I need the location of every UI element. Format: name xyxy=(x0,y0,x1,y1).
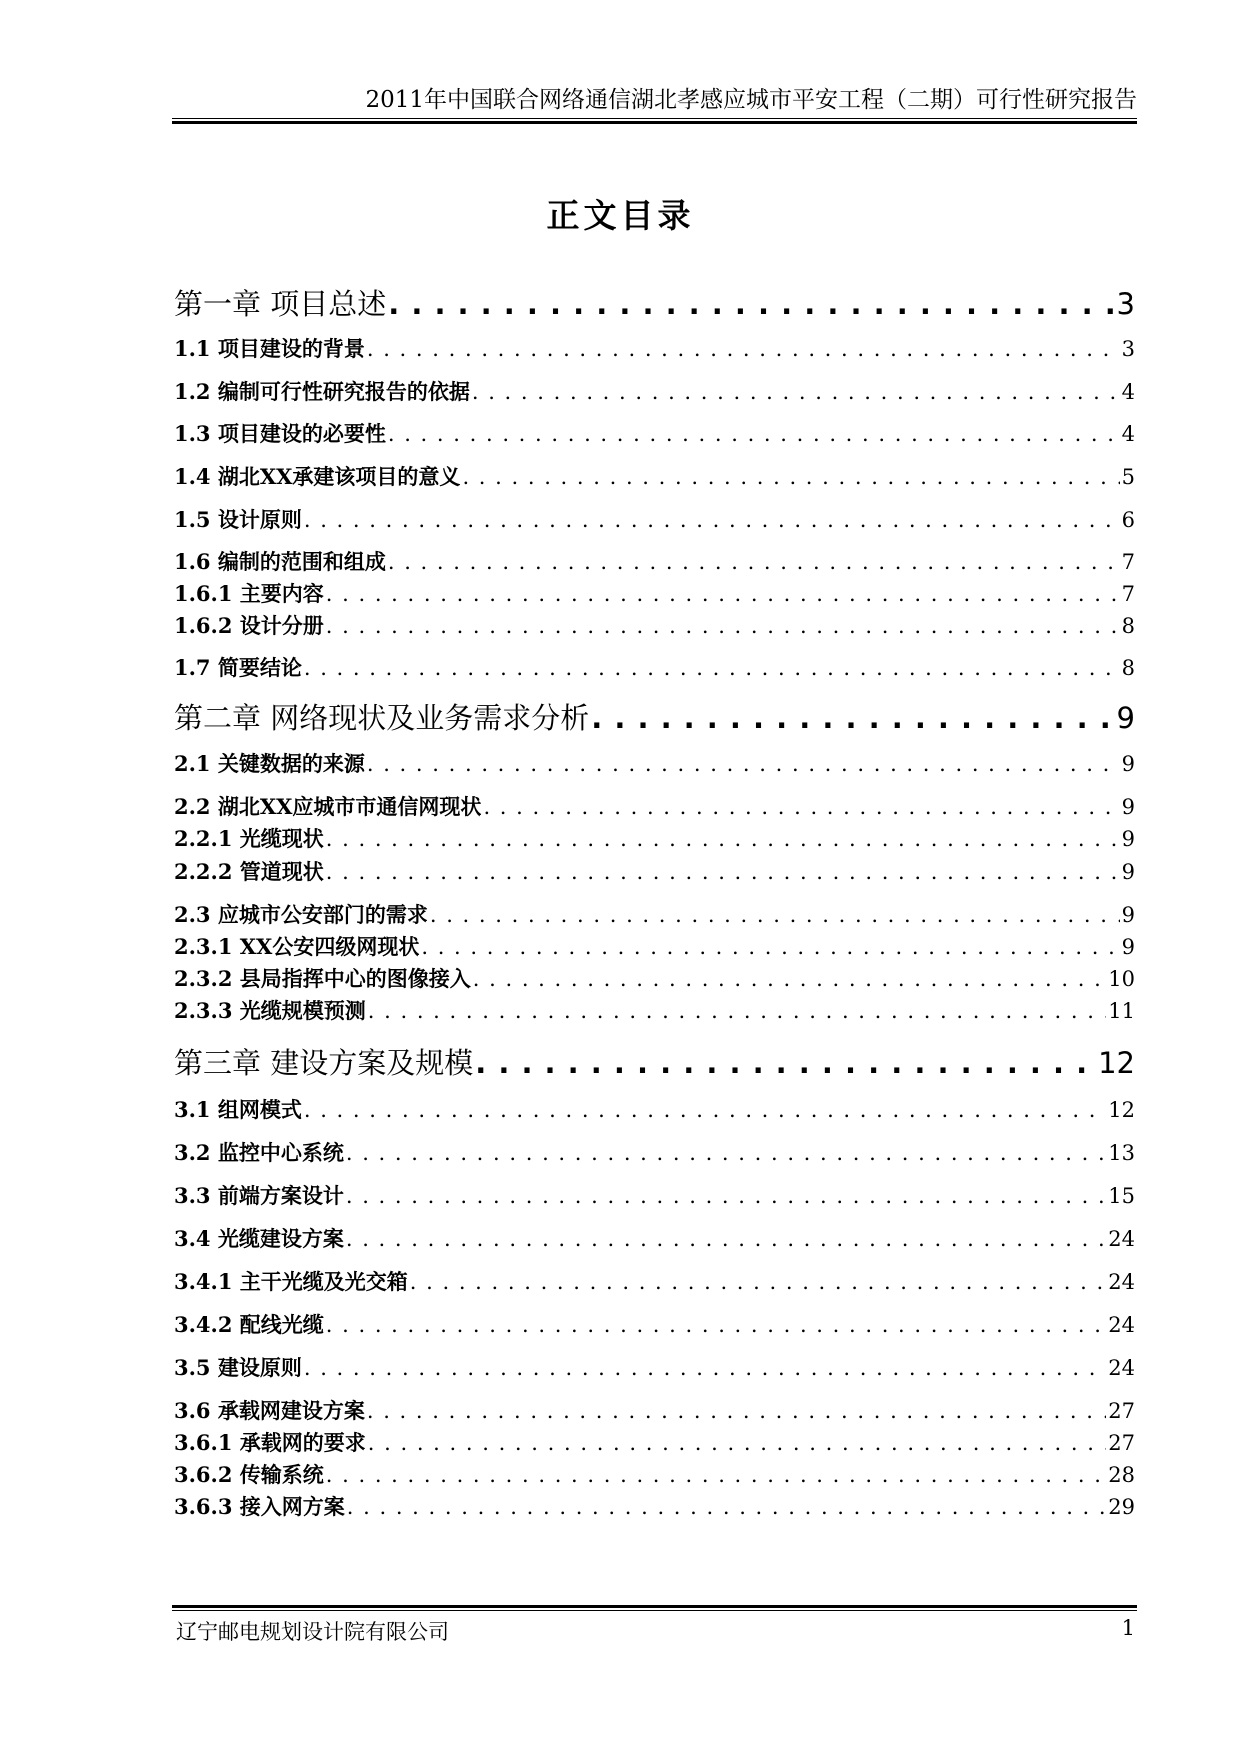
toc-entry-label: 1.4 湖北XX承建该项目的意义 xyxy=(174,464,461,489)
toc-entry-label: 1.7 简要结论 xyxy=(174,655,302,680)
toc-entry-label: 2.3.3 光缆规模预测 xyxy=(174,998,366,1023)
toc-page-number: 24 xyxy=(1108,1227,1135,1251)
toc-entry-label: 3.1 组网模式 xyxy=(174,1097,302,1122)
toc-entry-3-4[interactable] xyxy=(174,1223,1135,1253)
toc-entry-label: 3.5 建设原则 xyxy=(174,1355,302,1380)
toc-leader-dots xyxy=(410,1270,1106,1294)
toc-entry-label: 3.2 监控中心系统 xyxy=(174,1140,344,1165)
toc-entry-label: 2.2.1 光缆现状 xyxy=(174,826,324,851)
toc-entry-2-2-2[interactable] xyxy=(174,856,1135,886)
toc-leader-dots xyxy=(388,550,1120,574)
toc-page-number: 3 xyxy=(1116,287,1135,321)
toc-entry-label: 3.6.3 接入网方案 xyxy=(174,1494,345,1519)
toc-page-number: 4 xyxy=(1121,380,1135,404)
toc-leader-dots xyxy=(326,582,1120,606)
toc-leader-dots xyxy=(304,508,1120,532)
toc-entry-3-2[interactable] xyxy=(174,1137,1135,1167)
toc-leader-dots xyxy=(346,1184,1106,1208)
toc-page-number: 7 xyxy=(1121,582,1135,606)
toc-leader-dots xyxy=(367,1399,1106,1423)
toc-leader-dots xyxy=(473,967,1106,991)
toc-entry-2-3-1[interactable] xyxy=(174,931,1135,961)
toc-leader-dots xyxy=(326,1313,1106,1337)
toc-page-number: 9 xyxy=(1116,701,1135,735)
toc-entry-1-5[interactable] xyxy=(174,504,1135,534)
toc-entry-1-6-2[interactable] xyxy=(174,610,1135,640)
footer-company: 辽宁邮电规划设计院有限公司 xyxy=(176,1620,449,1644)
toc-page-number: 9 xyxy=(1121,860,1135,884)
toc-leader-dots xyxy=(475,1046,1096,1080)
toc-entry-label: 2.1 关键数据的来源 xyxy=(174,751,365,776)
toc-chapter-1[interactable] xyxy=(174,282,1135,323)
toc-page-number: 12 xyxy=(1098,1046,1135,1080)
toc-page-number: 24 xyxy=(1108,1270,1135,1294)
toc-entry-label: 第三章 建设方案及规模 xyxy=(174,1046,474,1080)
toc-entry-1-6-1[interactable] xyxy=(174,578,1135,608)
running-header: 2011年中国联合网络通信湖北孝感应城市平安工程（二期）可行性研究报告 xyxy=(365,87,1137,113)
toc-page-number: 6 xyxy=(1121,508,1135,532)
toc-chapter-2[interactable] xyxy=(174,696,1135,737)
toc-entry-label: 第一章 项目总述 xyxy=(174,287,387,321)
toc-entry-3-3[interactable] xyxy=(174,1180,1135,1210)
toc-leader-dots xyxy=(346,1141,1106,1165)
toc-leader-dots xyxy=(430,903,1120,927)
toc-entry-label: 1.1 项目建设的背景 xyxy=(174,336,365,361)
toc-page-number: 9 xyxy=(1121,827,1135,851)
toc-entry-3-6-3[interactable] xyxy=(174,1491,1135,1521)
toc-leader-dots xyxy=(326,860,1120,884)
toc-entry-label: 3.6.1 承载网的要求 xyxy=(174,1430,366,1455)
toc-entry-label: 2.2 湖北XX应城市市通信网现状 xyxy=(174,794,482,819)
toc-page-number: 9 xyxy=(1121,935,1135,959)
toc-leader-dots xyxy=(346,1227,1106,1251)
toc-entry-3-6-1[interactable] xyxy=(174,1427,1135,1457)
toc-entry-1-3[interactable] xyxy=(174,418,1135,448)
toc-page-number: 27 xyxy=(1108,1399,1135,1423)
toc-entry-3-4-2[interactable] xyxy=(174,1309,1135,1339)
toc-leader-dots xyxy=(368,999,1106,1023)
toc-entry-3-1[interactable] xyxy=(174,1094,1135,1124)
toc-page-number: 9 xyxy=(1121,752,1135,776)
toc-leader-dots xyxy=(304,1356,1106,1380)
toc-entry-label: 3.4 光缆建设方案 xyxy=(174,1226,344,1251)
toc-entry-label: 1.6.2 设计分册 xyxy=(174,613,324,638)
toc-entry-label: 第二章 网络现状及业务需求分析 xyxy=(174,701,590,735)
toc-leader-dots xyxy=(326,827,1120,851)
toc-leader-dots xyxy=(367,337,1120,361)
toc-entry-label: 3.4.1 主干光缆及光交箱 xyxy=(174,1269,408,1294)
toc-leader-dots xyxy=(368,1431,1106,1455)
toc-page-number: 28 xyxy=(1108,1463,1135,1487)
toc-entry-1-1[interactable] xyxy=(174,333,1135,363)
toc-entry-label: 3.4.2 配线光缆 xyxy=(174,1312,324,1337)
toc-entry-label: 3.6 承载网建设方案 xyxy=(174,1398,365,1423)
toc-entry-label: 2.3.1 XX公安四级网现状 xyxy=(174,934,420,959)
header-rule xyxy=(172,118,1137,124)
toc-page-number: 8 xyxy=(1121,656,1135,680)
toc-entry-label: 1.6.1 主要内容 xyxy=(174,581,324,606)
toc-entry-2-2-1[interactable] xyxy=(174,823,1135,853)
toc-page-number: 27 xyxy=(1108,1431,1135,1455)
toc-entry-label: 3.3 前端方案设计 xyxy=(174,1183,344,1208)
toc-entry-label: 3.6.2 传输系统 xyxy=(174,1462,324,1487)
toc-entry-2-2[interactable] xyxy=(174,791,1135,821)
toc-entry-label: 1.6 编制的范围和组成 xyxy=(174,549,386,574)
toc-leader-dots xyxy=(388,287,1114,321)
toc-chapter-3[interactable] xyxy=(174,1041,1135,1082)
toc-leader-dots xyxy=(462,465,1119,489)
footer-page-number: 1 xyxy=(1121,1616,1135,1640)
toc-entry-label: 1.5 设计原则 xyxy=(174,507,302,532)
toc-entry-label: 1.2 编制可行性研究报告的依据 xyxy=(174,379,470,404)
toc-leader-dots xyxy=(421,935,1119,959)
toc-entry-label: 2.2.2 管道现状 xyxy=(174,859,324,884)
toc-entry-2-1[interactable] xyxy=(174,748,1135,778)
toc-page-number: 7 xyxy=(1121,550,1135,574)
toc-page-number: 4 xyxy=(1121,422,1135,446)
toc-page-number: 24 xyxy=(1108,1313,1135,1337)
toc-entry-2-3-3[interactable] xyxy=(174,995,1135,1025)
toc-page-number: 24 xyxy=(1108,1356,1135,1380)
toc-page-number: 5 xyxy=(1121,465,1135,489)
footer-rule xyxy=(172,1605,1137,1611)
toc-page-number: 11 xyxy=(1108,999,1135,1023)
toc-page-number: 29 xyxy=(1108,1495,1135,1519)
toc-page-number: 13 xyxy=(1108,1141,1135,1165)
toc-entry-1-7[interactable] xyxy=(174,652,1135,682)
toc-leader-dots xyxy=(304,1098,1106,1122)
toc-entry-2-3-2[interactable] xyxy=(174,963,1135,993)
toc-leader-dots xyxy=(304,656,1120,680)
toc-page-number: 9 xyxy=(1121,903,1135,927)
toc-entry-3-5[interactable] xyxy=(174,1352,1135,1382)
toc-entry-1-6[interactable] xyxy=(174,546,1135,576)
toc-leader-dots xyxy=(591,701,1114,735)
toc-entry-label: 1.3 项目建设的必要性 xyxy=(174,421,386,446)
toc-page-number: 3 xyxy=(1121,337,1135,361)
toc-entry-3-6-2[interactable] xyxy=(174,1459,1135,1489)
toc-page-number: 9 xyxy=(1121,795,1135,819)
toc-entry-1-2[interactable] xyxy=(174,376,1135,406)
toc-leader-dots xyxy=(472,380,1120,404)
toc-leader-dots xyxy=(326,614,1120,638)
toc-entry-label: 2.3 应城市公安部门的需求 xyxy=(174,902,428,927)
toc-page-number: 10 xyxy=(1108,967,1135,991)
toc-leader-dots xyxy=(326,1463,1106,1487)
toc-page-number: 8 xyxy=(1121,614,1135,638)
toc-leader-dots xyxy=(388,422,1120,446)
toc-entry-1-4[interactable] xyxy=(174,461,1135,491)
toc-entry-3-4-1[interactable] xyxy=(174,1266,1135,1296)
toc-leader-dots xyxy=(483,795,1119,819)
toc-entry-2-3[interactable] xyxy=(174,899,1135,929)
toc-entry-3-6[interactable] xyxy=(174,1395,1135,1425)
toc-leader-dots xyxy=(347,1495,1106,1519)
toc-page-number: 15 xyxy=(1108,1184,1135,1208)
document-title: 正文目录 xyxy=(546,196,695,235)
toc-leader-dots xyxy=(367,752,1120,776)
toc-page-number: 12 xyxy=(1108,1098,1135,1122)
toc-entry-label: 2.3.2 县局指挥中心的图像接入 xyxy=(174,966,471,991)
